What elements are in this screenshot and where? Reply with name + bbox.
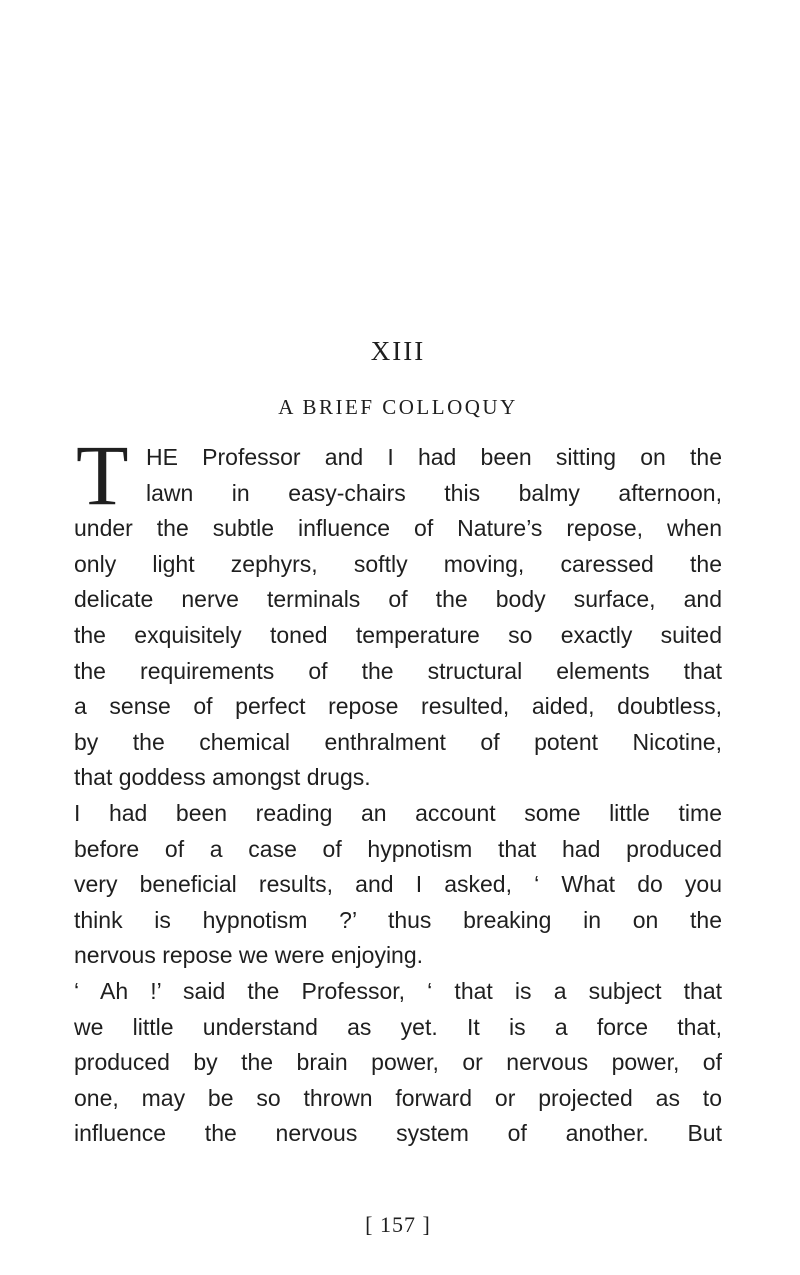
text-line: a sense of perfect repose resulted, aided, doubtless,: [74, 693, 722, 720]
text-line: think is hypnotism ?’ thus breaking in on the: [74, 906, 722, 933]
body-text: [74, 440, 722, 1152]
text-line: by the chemical enthralment of potent Nicotine,: [74, 728, 722, 755]
text-line: influence the nervous system of another. But: [74, 1120, 722, 1147]
drop-cap-letter: [74, 442, 132, 508]
text-line: very beneficial results, and I asked, ‘ What do you: [74, 871, 722, 898]
text-line: delicate nerve terminals of the body surface, and: [74, 586, 722, 613]
text-line: lawn in easy-chairs this balmy afternoon,: [146, 479, 722, 506]
text-line: the exquisitely toned temperature so exactly suited: [74, 621, 722, 648]
text-line: the requirements of the structural elements that: [74, 657, 722, 684]
text-line: before of a case of hypnotism that had produced: [74, 835, 722, 862]
page-number: [ 157 ]: [365, 1212, 431, 1237]
text-line: nervous repose we were enjoying.: [74, 942, 424, 969]
text-line: that goddess amongst drugs.: [74, 764, 371, 791]
text-line: under the subtle influence of Nature’s repose, when: [74, 515, 722, 542]
drop-cap-glyph: T: [76, 442, 129, 508]
text-line: only light zephyrs, softly moving, caressed the: [74, 550, 722, 577]
text-line: we little understand as yet. It is a force that,: [74, 1013, 722, 1040]
chapter-number: XIII: [370, 336, 426, 366]
text-line: I had been reading an account some little time: [74, 799, 722, 826]
text-line: produced by the brain power, or nervous power, of: [74, 1049, 722, 1076]
text-line: HE Professor and I had been sitting on the: [146, 444, 722, 470]
book-page: [74, 0, 722, 1275]
chapter-title: A BRIEF COLLOQUY: [278, 395, 518, 419]
text-line: one, may be so thrown forward or projected as to: [74, 1084, 722, 1111]
text-line: ‘ Ah !’ said the Professor, ‘ that is a subject that: [74, 977, 722, 1004]
